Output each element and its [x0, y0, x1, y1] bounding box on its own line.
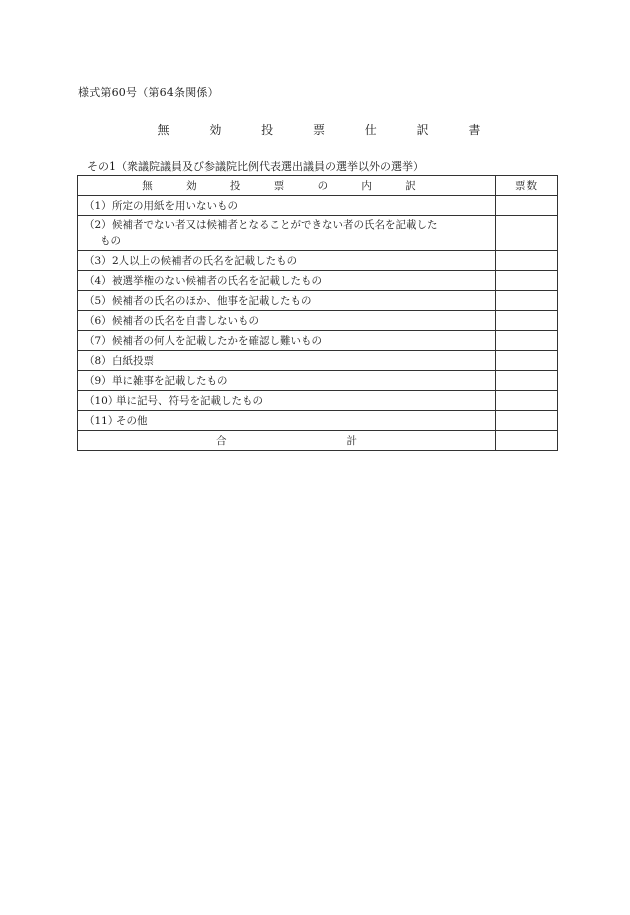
row-number: （3）: [84, 254, 112, 267]
row-item-cell: [78, 371, 496, 391]
row-number: （2）: [84, 219, 112, 231]
table-row: [78, 291, 558, 311]
table-row: [78, 351, 558, 371]
row-number: （1）: [84, 199, 112, 212]
row-count-cell[interactable]: [496, 271, 558, 291]
table-row: [78, 251, 558, 271]
header-vote-count: 票数: [496, 176, 558, 196]
row-count-cell[interactable]: [496, 291, 558, 311]
table-row: [78, 311, 558, 331]
table-row: [78, 271, 558, 291]
total-label: [78, 431, 496, 451]
invalid-ballot-table: [77, 175, 558, 451]
row-item-cell: [78, 391, 496, 411]
row-text-continuation: もの: [100, 235, 121, 247]
section-label: その1（衆議院議員及び参議院比例代表選出議員の選挙以外の選挙）: [87, 160, 424, 173]
table-row: [78, 196, 558, 216]
row-count-cell[interactable]: [496, 411, 558, 431]
row-item-cell: [78, 331, 496, 351]
row-text-wrapper: [100, 217, 489, 249]
row-text: 所定の用紙を用いないもの: [112, 199, 238, 212]
row-number: （4）: [84, 274, 112, 287]
total-count-cell[interactable]: [496, 431, 558, 451]
row-text: 候補者の氏名を自書しないもの: [112, 314, 259, 327]
row-count-cell[interactable]: [496, 371, 558, 391]
row-item-cell: [78, 411, 496, 431]
row-count-cell[interactable]: [496, 251, 558, 271]
total-char-1: 合: [216, 434, 227, 447]
row-item-cell: [78, 216, 496, 251]
row-number: （7）: [84, 334, 112, 347]
row-text: 2人以上の候補者の氏名を記載したもの: [112, 254, 298, 267]
document-title: 無 効 投 票 仕 訳 書: [157, 123, 499, 137]
row-number: （5）: [84, 294, 112, 307]
row-text: 単に記号、符号を記載したもの: [116, 394, 263, 407]
row-number: （10）: [84, 394, 119, 407]
row-count-cell[interactable]: [496, 391, 558, 411]
table-header-row: [78, 176, 558, 196]
total-row: [78, 431, 558, 451]
total-char-2: 計: [346, 434, 357, 447]
row-item-cell: [78, 311, 496, 331]
row-item-cell: [78, 196, 496, 216]
row-text: 候補者の何人を記載したかを確認し難いもの: [112, 334, 322, 347]
row-item-cell: [78, 351, 496, 371]
row-count-cell[interactable]: [496, 196, 558, 216]
header-breakdown: 無 効 投 票 の 内 訳: [78, 176, 496, 196]
table-row: [78, 371, 558, 391]
row-item-cell: [78, 251, 496, 271]
row-text: 白紙投票: [112, 354, 154, 367]
row-count-cell[interactable]: [496, 351, 558, 371]
row-text: 候補者でない者又は候補者となることができない者の氏名を記載した: [112, 219, 438, 231]
row-text: 候補者の氏名のほか、他事を記載したもの: [112, 294, 312, 307]
table-row: [78, 216, 558, 251]
row-item-cell: [78, 271, 496, 291]
row-number: （8）: [84, 354, 112, 367]
row-count-cell[interactable]: [496, 331, 558, 351]
table-row: [78, 391, 558, 411]
row-text: 単に雑事を記載したもの: [112, 374, 228, 387]
row-number: （11）: [84, 414, 119, 427]
row-item-cell: [78, 291, 496, 311]
table-row: [78, 411, 558, 431]
row-count-cell[interactable]: [496, 311, 558, 331]
row-text: 被選挙権のない候補者の氏名を記載したもの: [112, 274, 322, 287]
table-row: [78, 331, 558, 351]
row-text: その他: [116, 414, 148, 427]
row-count-cell[interactable]: [496, 216, 558, 251]
row-number: （6）: [84, 314, 112, 327]
form-number: 様式第60号（第64条関係）: [78, 86, 219, 99]
row-number: （9）: [84, 374, 112, 387]
